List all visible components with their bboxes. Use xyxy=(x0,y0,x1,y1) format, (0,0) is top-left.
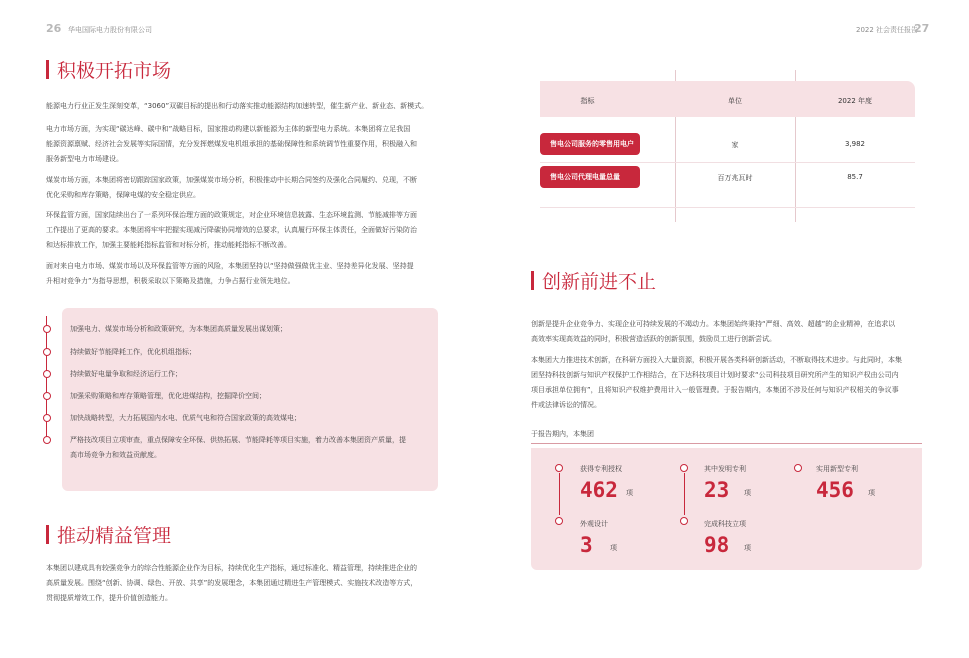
section-title-text: 推动精益管理 xyxy=(57,525,172,547)
stat-unit: 项 xyxy=(744,489,751,497)
company-name: 华电国际电力股份有限公司 xyxy=(68,26,152,34)
text-line: 高质量发展。围绕“创新、协调、绿色、开放、共享”的发展理念，本集团通过精进生产管理模式、实施技术改造等方式， xyxy=(46,579,418,587)
text-line: 件或法律诉讼的情况。 xyxy=(531,401,601,409)
measure-item: 持续做好电量争取和经济运行工作； xyxy=(50,368,435,381)
section-title-market xyxy=(46,56,171,83)
measure-item: 持续做好节能降耗工作，优化机组指标； xyxy=(50,346,435,359)
paragraph-tech xyxy=(531,354,931,412)
text-line: 本集团以建成具有较强竞争力的综合性能源企业作为目标，持续优化生产指标，通过标准化、精益管理，持续推进企业的 xyxy=(46,564,417,572)
paragraph-environment xyxy=(46,209,446,252)
text-line: 创新是提升企业竞争力、实现企业可持续发展的不竭动力。本集团始终秉持“严细、高效、超越”的企业精神，在追求以 xyxy=(531,320,896,328)
text-line: 和达标排放工作，加强主要能耗指标监管和对标分析，推动能耗指标不断改善。 xyxy=(46,241,291,249)
text-line: 服务新型电力市场建设。 xyxy=(46,155,123,163)
table-cell-unit: 家 xyxy=(731,141,739,149)
stats-intro: 于报告期内，本集团 xyxy=(531,430,594,438)
title-bar xyxy=(46,525,49,544)
bullet-dot-icon xyxy=(43,414,51,422)
text-line: 团坚持科技创新与知识产权保护工作相结合，在下达科技项目计划时要求“公司科技项目研究所产生的知识产权由公司内 xyxy=(531,371,899,379)
stat-value: 462 xyxy=(580,478,618,502)
stat-dot-icon xyxy=(680,517,688,525)
stat-label: 外观设计 xyxy=(580,520,608,528)
table-header-unit: 单位 xyxy=(728,97,742,105)
bullet-dot-icon xyxy=(43,325,51,333)
text-line: 优化采购和库存策略，保障电煤的安全稳定供应。 xyxy=(46,191,200,199)
section-title-innovation xyxy=(531,267,656,294)
table-header-year: 2022 年度 xyxy=(837,97,873,105)
stat-unit: 项 xyxy=(610,544,617,552)
measure-item: 严格技改项目立项审查，重点保障安全环保、供热拓展、节能降耗等项目实施，着力改善本集团资产质量，提 高市场竞争力和效益贡献度。 xyxy=(50,434,435,462)
paragraph-power-market xyxy=(46,123,446,166)
right-page-number: 27 xyxy=(914,22,930,35)
stat-unit: 项 xyxy=(626,489,633,497)
text-line: 环保监管方面，国家陆续出台了一系列环保治理方面的政策规定，对企业环境信息披露、生态环境监测、节能减排等方面 xyxy=(46,211,417,219)
stat-dot-icon xyxy=(555,464,563,472)
stat-label: 完成科技立项 xyxy=(704,520,746,528)
text-line: 工作提出了更高的要求。本集团将牢牢把握实现减污降碳协同增效的总要求，认真履行环保主体责任，全面做好污染防治 xyxy=(46,226,417,234)
stat-label: 获得专利授权 xyxy=(580,465,622,473)
stat-connector-line xyxy=(684,473,685,515)
stat-value: 3 xyxy=(580,533,593,557)
stat-value: 98 xyxy=(704,533,730,557)
paragraph-intro: 能源电力行业正发生深刻变革，“3060”双碳目标的提出和行动落实推动能源结构加速转型，催生新产业、新业态、新模式。 xyxy=(46,102,429,110)
text-line: 面对来自电力市场、煤炭市场以及环保监管等方面的风险，本集团坚持以“坚持做强做优主业、坚持差异化发展、坚持提 xyxy=(46,262,414,270)
table-cell-unit: 百万兆瓦时 xyxy=(717,174,753,182)
stat-unit: 项 xyxy=(744,544,751,552)
bullet-dot-icon xyxy=(43,436,51,444)
text-line: 本集团大力推进技术创新，在科研方面投入大量资源，积极开展各类科研创新活动，不断取得技术进步。与此同时，本集 xyxy=(531,356,902,364)
stat-value: 456 xyxy=(816,478,854,502)
stat-label: 实用新型专利 xyxy=(816,465,858,473)
table-cell-value: 85.7 xyxy=(847,173,863,181)
text-line: 电力市场方面，为实现“碳达峰、碳中和”战略目标，国家推动构建以新能源为主体的新型电力系统。本集团将立足我国 xyxy=(46,125,411,133)
stat-dot-icon xyxy=(794,464,802,472)
title-bar xyxy=(46,60,49,79)
paragraph-risk xyxy=(46,260,446,288)
section-title-text: 积极开拓市场 xyxy=(57,60,172,82)
text-line: 升相对竞争力”为指导思想，积极采取以下策略及措施，力争占据行业领先地位。 xyxy=(46,277,295,285)
measure-item: 加强电力、煤炭市场分析和政策研究，为本集团高质量发展出谋划策； xyxy=(50,323,435,336)
report-title: 2022 社会责任报告 xyxy=(856,26,919,34)
table-divider xyxy=(540,162,915,163)
section-title-lean xyxy=(46,521,171,548)
text-line: 能源资源禀赋、经济社会发展等实际国情，充分发挥燃煤发电机组承担的基础保障性和系统调节性重要作用，积极融入和 xyxy=(46,140,417,148)
text-line: 贯彻提质增效工作，提升价值创造能力。 xyxy=(46,594,172,602)
table-row-label: 售电公司服务的零售用电户 xyxy=(540,133,640,155)
table-row-label: 售电公司代理电量总量 xyxy=(540,166,640,188)
table-cell-value: 3,982 xyxy=(844,140,866,148)
title-bar xyxy=(531,271,534,290)
paragraph-lean xyxy=(46,562,446,605)
text-line: 煤炭市场方面，本集团将密切跟踪国家政策，加强煤炭市场分析，积极推动中长期合同签约及强化合同履约、兑现，不断 xyxy=(46,176,417,184)
stat-dot-icon xyxy=(680,464,688,472)
stat-connector-line xyxy=(559,473,560,515)
text-line: 高效率实现高效益的同时，积极营造活跃的创新氛围，鼓励员工进行创新尝试。 xyxy=(531,335,776,343)
paragraph-innovation xyxy=(531,318,931,346)
stats-divider xyxy=(531,443,922,444)
stat-value: 23 xyxy=(704,478,730,502)
text-line: 项目承担单位拥有”，且将知识产权维护费用计入一般管理费。于报告期内，本集团不涉及任何与知识产权相关的争议事 xyxy=(531,386,899,394)
table-header-indicator: 指标 xyxy=(580,97,595,105)
bullet-dot-icon xyxy=(43,392,51,400)
measure-item: 加快战略转型，大力拓展国内水电、优质气电和符合国家政策的高效煤电； xyxy=(50,412,435,425)
table-bottom-border xyxy=(540,207,915,208)
section-title-text: 创新前进不止 xyxy=(542,271,657,293)
stat-label: 其中发明专利 xyxy=(704,465,746,473)
stat-dot-icon xyxy=(555,517,563,525)
paragraph-coal-market xyxy=(46,174,446,202)
measure-item: 加强采购策略和库存策略管理，优化进煤结构，挖掘降价空间； xyxy=(50,390,435,403)
bullet-dot-icon xyxy=(43,370,51,378)
left-page-number: 26 xyxy=(46,22,62,35)
bullet-dot-icon xyxy=(43,348,51,356)
stat-unit: 项 xyxy=(868,489,875,497)
